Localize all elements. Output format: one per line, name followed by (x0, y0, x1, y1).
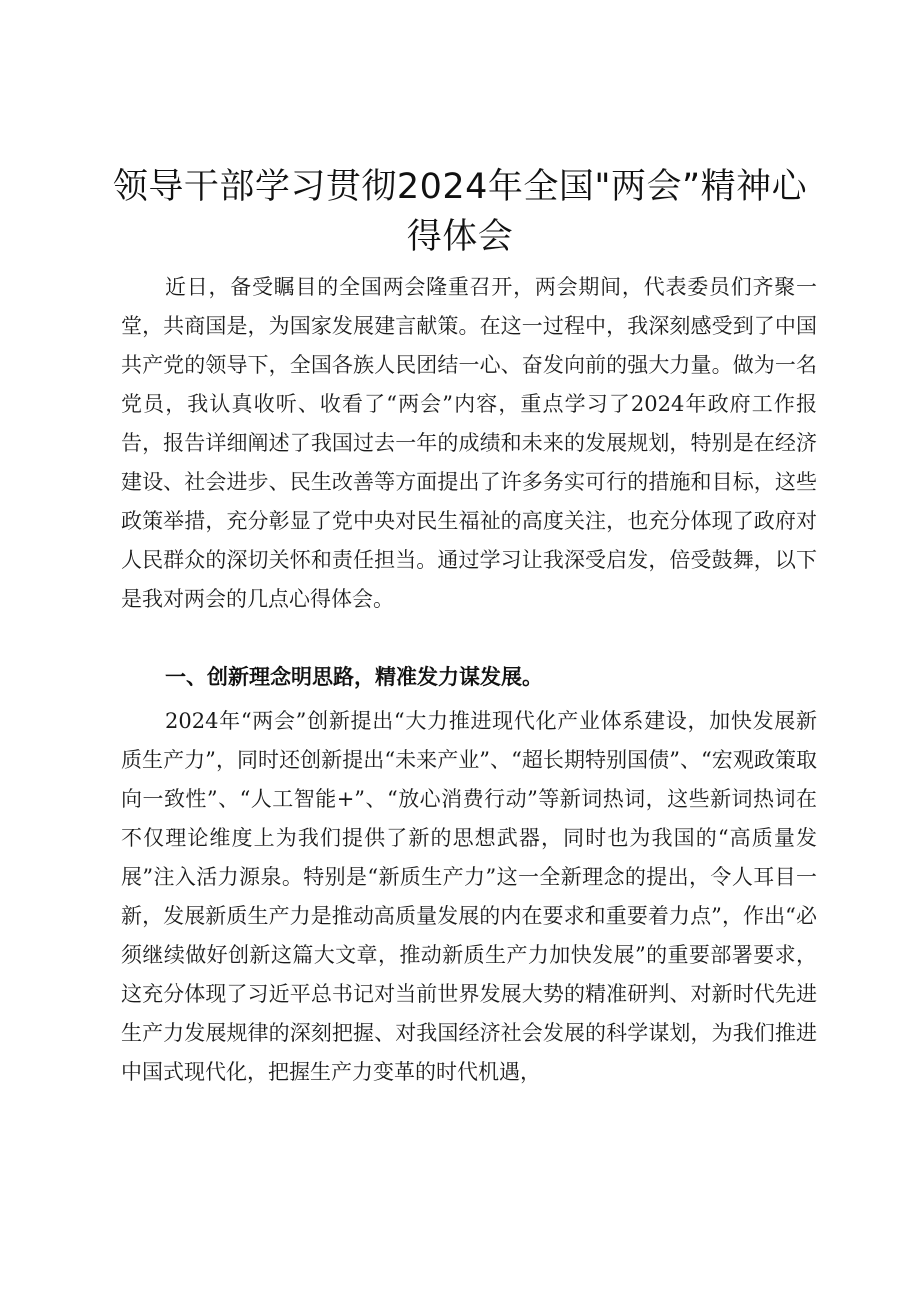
document-title-line-2: 得体会 (406, 217, 514, 257)
section-1-paragraph: 2024年“两会”创新提出“大力推进现代化产业体系建设，加快发展新质生产力”，同时还创新提出“未来产业”、“超长期特别国债”、“宏观政策取向一致性”、“人工智能+”、“放心消费行动”等新词热词，这些新词热词在不仅理论维度上为我们提供了新的思想武器，同时也为我国的“高质量发展”注入活力源泉。特别是“新质生产力”这一全新理念的提出，令人耳目一新，发展新质生产力是推动高质量发展的内在要求和重要着力点”，作出“必须继续做好创新这篇大文章，推动新质生产力加快发展”的重要部署要求，这充分体现了习近平总书记对当前世界发展大势的精准研判、对新时代先进生产力发展规律的深刻把握、对我国经济社会发展的科学谋划，为我们推进中国式现代化，把握生产力变革的时代机遇， (121, 709, 817, 1084)
intro-paragraph: 近日，备受瞩目的全国两会隆重召开，两会期间，代表委员们齐聚一堂，共商国是，为国家发展建言献策。在这一过程中，我深刻感受到了中国共产党的领导下，全国各族人民团结一心、奋发向前的强大力量。做为一名党员，我认真收听、收看了“两会”内容，重点学习了2024年政府工作报告，报告详细阐述了我国过去一年的成绩和未来的发展规划，特别是在经济建设、社会进步、民生改善等方面提出了许多务实可行的措施和目标，这些政策举措，充分彰显了党中央对民生福祉的高度关注，也充分体现了政府对人民群众的深切关怀和责任担当。通过学习让我深受启发，倍受鼓舞，以下是我对两会的几点心得体会。 (121, 275, 817, 611)
document-title-line-1: 领导干部学习贯彻2024年全国"两会”精神心 (112, 167, 808, 207)
section-heading-1: 一、创新理念明思路，精准发力谋发展。 (165, 665, 543, 689)
